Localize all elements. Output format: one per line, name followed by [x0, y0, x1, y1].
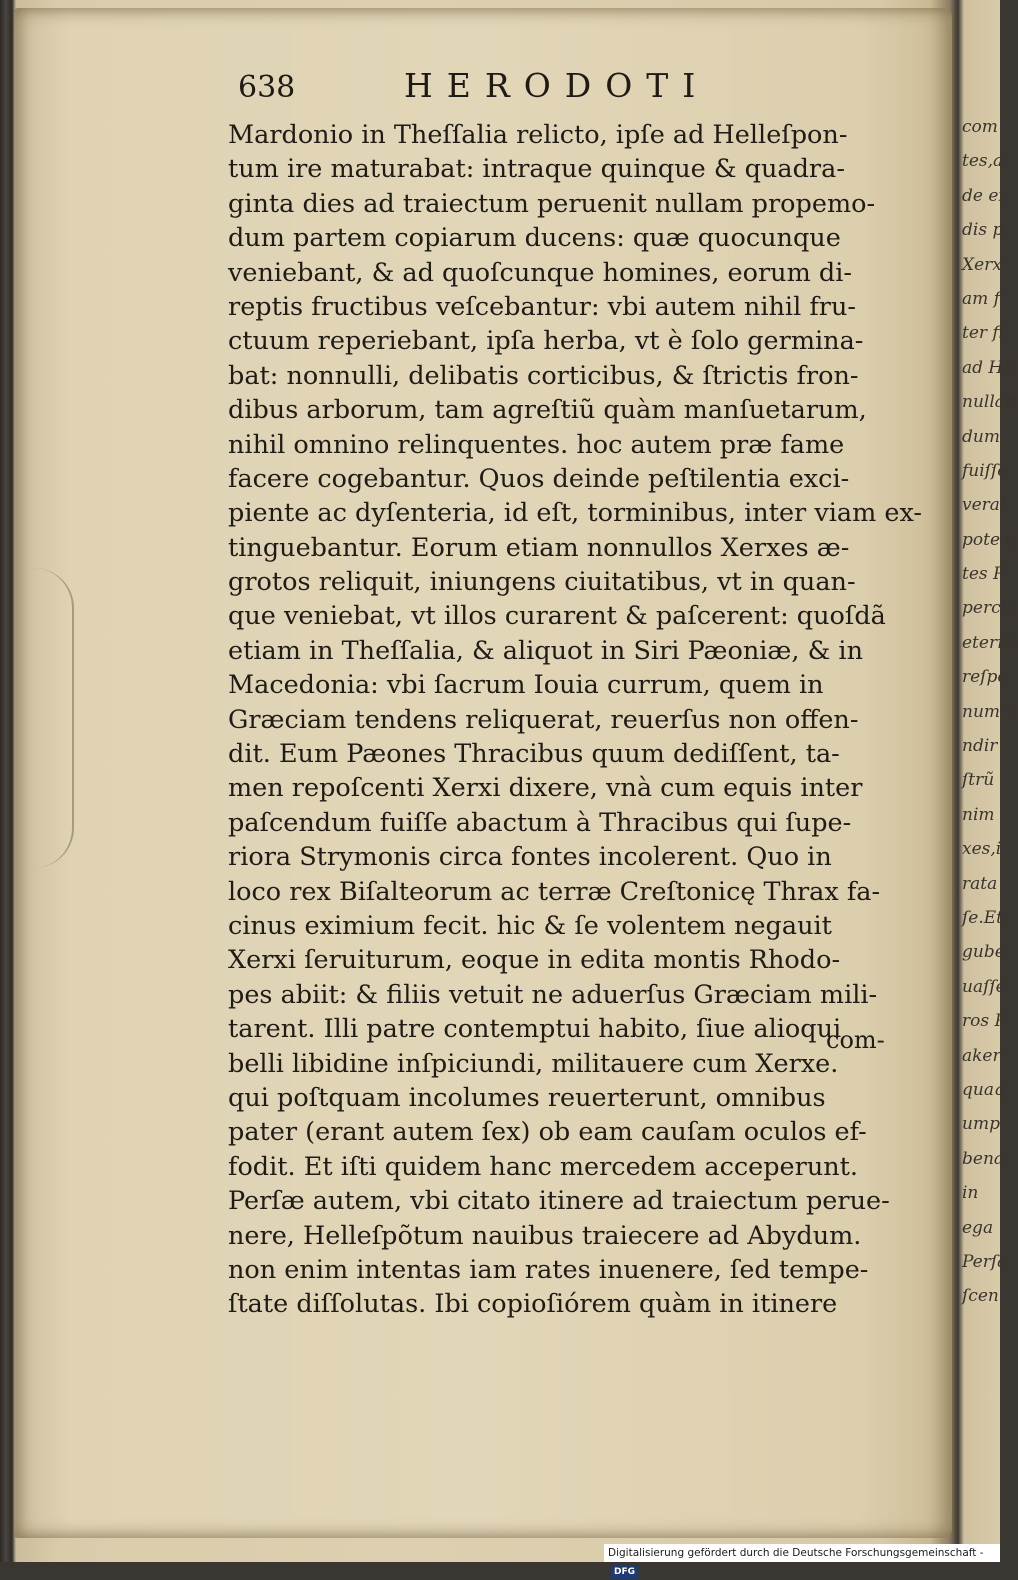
facing-page-fragment: ſe.Et — [962, 907, 1003, 928]
text-line: loco rex Biſalteorum ac terræ Creſtonicę Thrax fa- — [228, 876, 881, 907]
facing-page-fragment: ter fi — [962, 323, 1004, 344]
facing-page-fragment: Perſa — [962, 1251, 1008, 1272]
text-line: ctuum reperiebant, ipſa herba, vt è ſolo germina- — [228, 326, 864, 357]
facing-page-fragment: xes,i — [962, 839, 1002, 860]
facing-page-fragment: percu — [962, 598, 1012, 619]
text-line: piente ac dyſenteria, id eſt, torminibus, inter viam ex- — [228, 498, 923, 529]
text-line: etiam in Theſſalia, & aliquot in Siri Pæoniæ, & in — [228, 635, 863, 666]
text-line: dibus arborum, tam agreſtiũ quàm manſuetarum, — [228, 395, 867, 426]
text-line: grotos reliquit, iniungens ciuitatibus, vt in quan- — [228, 567, 856, 598]
text-line: veniebant, & ad quoſcunque homines, eorum di- — [228, 257, 852, 288]
text-line: paſcendum fuiſſe abactum à Thracibus qui ſupe- — [228, 807, 852, 838]
footer-credit — [604, 1544, 1000, 1577]
facing-page-fragment: num v — [962, 701, 1016, 722]
facing-page-fragment: gube — [962, 942, 1005, 963]
text-line: nere, Helleſpõtum nauibus traiecere ad Abydum. — [228, 1220, 862, 1251]
facing-page-fragment: in — [962, 1183, 979, 1204]
facing-page-fragment: am f — [962, 288, 1000, 309]
catchword: com- — [826, 1026, 885, 1054]
text-line: reptis fructibus veſcebantur: vbi autem nihil fru- — [228, 291, 857, 322]
text-line: ginta dies ad traiectum peruenit nullam propemo- — [228, 188, 876, 219]
facing-page-fragment: ump — [962, 1114, 1000, 1135]
text-line: belli libidine inſpiciundi, militauere cum Xerxe. — [228, 1048, 839, 1079]
facing-page-fragment: rata — [962, 873, 998, 894]
facing-page-fragment: tes,a — [962, 151, 1004, 172]
body-text — [228, 118, 928, 1322]
text-line: Mardonio in Theſſalia relicto, ipſe ad Helleſpon- — [228, 120, 848, 150]
facing-page-fragment: fuiſſe — [962, 460, 1008, 481]
facing-page-fragment: ndir — [962, 736, 998, 757]
facing-page-fragment: reſpo — [962, 667, 1008, 688]
facing-page-fragment: tes P — [962, 564, 1005, 585]
text-line: facere cogebantur. Quos deinde peſtilentia exci- — [228, 463, 850, 494]
facing-page-fragment: ega — [962, 1217, 994, 1238]
text-line: ſtate diſſolutas. Ibi copioſiórem quàm in itinere — [228, 1289, 838, 1320]
text-line: qui poſtquam incolumes reuerterunt, omnibus — [228, 1082, 826, 1113]
text-line: dit. Eum Pæones Thracibus quum dediſſent, ta- — [228, 739, 840, 770]
facing-page-fragment: nim — [962, 804, 995, 825]
text-line: men repoſcenti Xerxi dixere, vnà cum equis inter — [228, 773, 863, 804]
page-header — [238, 66, 928, 116]
facing-page-fragment: eterna — [962, 632, 1018, 653]
facing-page-fragment: aker — [962, 1045, 1001, 1066]
text-line: pater (erant autem ſex) ob eam cauſam oculos ef- — [228, 1117, 867, 1148]
text-line: fodit. Et iſti quidem hanc mercedem acceperunt. — [228, 1151, 859, 1182]
text-line: Græciam tendens reliquerat, reuerſus non offen- — [228, 704, 859, 735]
text-line: cinus eximium fecit. hic & ſe volentem negauit — [228, 910, 832, 941]
dfg-logo: DFG — [611, 1566, 638, 1579]
text-line: Xerxi ſeruiturum, eoque in edita montis Rhodo- — [228, 945, 841, 976]
facing-page-fragment: verat — [962, 495, 1007, 516]
text-line: Perſæ autem, vbi citato itinere ad traiectum perue- — [228, 1186, 890, 1217]
facing-page-fragment: pote c — [962, 529, 1015, 550]
text-line: non enim intentas iam rates inuenere, ſed tempe- — [228, 1254, 869, 1285]
footer-credit-text: Digitalisierung gefördert durch die Deutsche Forschungsgemeinschaft - — [608, 1547, 984, 1559]
text-line: riora Strymonis circa fontes incolerent. Quo in — [228, 842, 832, 873]
running-head: HERODOTI — [404, 66, 710, 105]
facing-page-fragment: Xerx — [962, 254, 1002, 275]
facing-page-fragment: ros P — [962, 1011, 1006, 1032]
facing-page-fragment: ad He — [962, 357, 1014, 378]
page-fold-shadow — [32, 568, 74, 868]
facing-page-fragment: ſcen — [962, 1286, 999, 1307]
facing-page-fragment: quaq — [962, 1079, 1005, 1100]
text-line: tum ire maturabat: intraque quinque & quadra- — [228, 154, 845, 185]
text-line: bat: nonnulli, delibatis corticibus, & ſtrictis fron- — [228, 360, 859, 391]
facing-page-fragment: dum — [962, 426, 1000, 447]
facing-page-fragment: uaſſe — [962, 976, 1006, 997]
text-line: pes abiit: & filiis vetuit ne aduerſus Græciam mili- — [228, 979, 878, 1010]
facing-page-fragment: de ex — [962, 185, 1008, 206]
text-line: nihil omnino relinquentes. hoc autem præ fame — [228, 429, 845, 460]
facing-page-fragment: nullan — [962, 392, 1016, 413]
text-line: dum partem copiarum ducens: quæ quocunque — [228, 223, 841, 254]
text-line: tinguebantur. Eorum etiam nonnullos Xerxes æ- — [228, 532, 850, 563]
facing-page-fragment: bena — [962, 1148, 1005, 1169]
facing-page-fragment: com — [962, 117, 998, 137]
facing-page-fragment: ſtrũ — [962, 770, 995, 791]
text-line: que veniebat, vt illos curarent & paſcerent: quoſdã — [228, 601, 886, 632]
text-line: tarent. Illi patre contemptui habito, ſiue alioqui — [228, 1014, 842, 1045]
text-line: Macedonia: vbi ſacrum Iouia currum, quem in — [228, 670, 824, 701]
facing-page-fragment: dis p — [962, 220, 1004, 241]
page-number: 638 — [238, 70, 296, 105]
facing-page-edge — [962, 110, 1018, 1310]
